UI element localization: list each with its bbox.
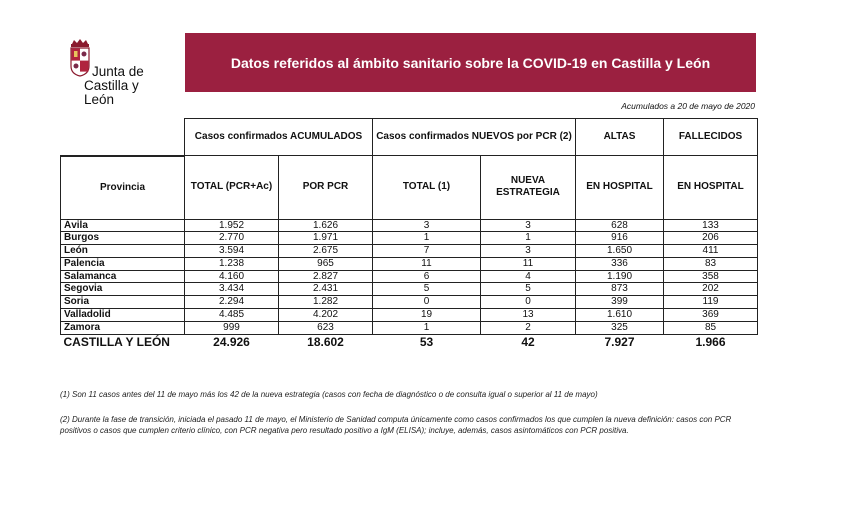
cell-provincia: Soria (61, 296, 185, 309)
cell-provincia: Ávila (61, 219, 185, 232)
cell-altas: 399 (576, 296, 664, 309)
cell-total-1: 3 (373, 219, 481, 232)
header-total-pcr-ac: TOTAL (PCR+Ac) (185, 156, 279, 220)
junta-logo (60, 38, 170, 107)
cell-total-1: 1 (373, 232, 481, 245)
cell-provincia: Burgos (61, 232, 185, 245)
cell-nueva: 4 (481, 270, 576, 283)
header-provincia: Provincia (61, 156, 185, 220)
cell-altas: 336 (576, 257, 664, 270)
cell-altas: 1.610 (576, 309, 664, 322)
cell-fallecidos: 119 (664, 296, 758, 309)
header-en-hospital-fallecidos: EN HOSPITAL (664, 156, 758, 220)
logo-line-1: Junta de (92, 64, 144, 79)
cell-provincia: Zamora (61, 321, 185, 334)
table-row (61, 270, 758, 283)
table-row (61, 245, 758, 258)
cell-fallecidos: 206 (664, 232, 758, 245)
cell-total-1: 7 (373, 245, 481, 258)
page-title: Datos referidos al ámbito sanitario sobre la COVID-19 en Castilla y León (230, 54, 711, 71)
cell-nueva: 11 (481, 257, 576, 270)
cell-fallecidos: 133 (664, 219, 758, 232)
total-provincia: CASTILLA Y LEÓN (63, 334, 170, 349)
cell-nueva: 1 (481, 232, 576, 245)
cell-altas: 1.190 (576, 270, 664, 283)
cell-nueva: 5 (481, 283, 576, 296)
cell-total-1: 19 (373, 309, 481, 322)
cell-por-pcr: 4.202 (279, 309, 373, 322)
cell-provincia: León (61, 245, 185, 258)
header-total-1: TOTAL (1) (373, 156, 481, 220)
cell-provincia: Segovia (61, 283, 185, 296)
title-banner (185, 33, 756, 92)
total-nueva: 42 (521, 334, 535, 349)
table-row (61, 232, 758, 245)
group-acumulados: Casos confirmados ACUMULADOS (185, 119, 373, 156)
cell-nueva: 0 (481, 296, 576, 309)
total-row (61, 334, 758, 351)
empty-corner (61, 119, 185, 156)
table-row (61, 309, 758, 322)
footnote-1: (1) Son 11 casos antes del 11 de mayo más los 42 de la nueva estrategia (casos con fecha de diagnóstico o de consulta igual o superior al 11 de mayo) (60, 390, 598, 399)
cell-total-1: 11 (373, 257, 481, 270)
cell-nueva: 3 (481, 219, 576, 232)
cell-por-pcr: 1.626 (279, 219, 373, 232)
date-subtitle: Acumulados a 20 de mayo de 2020 (621, 101, 755, 111)
cell-altas: 325 (576, 321, 664, 334)
cell-total-1: 5 (373, 283, 481, 296)
header-nueva-estrategia (481, 156, 576, 220)
cell-total-pcr-ac: 3.434 (185, 283, 279, 296)
cell-fallecidos: 358 (664, 270, 758, 283)
total-fallecidos: 1.966 (695, 334, 726, 349)
group-altas: ALTAS (576, 119, 664, 156)
cell-total-pcr-ac: 1.952 (185, 219, 279, 232)
cell-total-pcr-ac: 999 (185, 321, 279, 334)
cell-altas: 916 (576, 232, 664, 245)
cell-fallecidos: 83 (664, 257, 758, 270)
table-row (61, 283, 758, 296)
cell-altas: 628 (576, 219, 664, 232)
cell-total-1: 6 (373, 270, 481, 283)
logo-line-2: Castilla y León (84, 78, 139, 107)
cell-provincia: Valladolid (61, 309, 185, 322)
table-row (61, 219, 758, 232)
cell-fallecidos: 85 (664, 321, 758, 334)
cell-fallecidos: 202 (664, 283, 758, 296)
table-row (61, 257, 758, 270)
cell-por-pcr: 2.827 (279, 270, 373, 283)
cell-por-pcr: 1.282 (279, 296, 373, 309)
cell-altas: 873 (576, 283, 664, 296)
cell-total-pcr-ac: 4.160 (185, 270, 279, 283)
total-total-pcr-ac: 24.926 (213, 334, 250, 349)
cell-provincia: Palencia (61, 257, 185, 270)
total-total-1: 53 (419, 334, 434, 349)
group-nuevos: Casos confirmados NUEVOS por PCR (2) (373, 119, 576, 156)
covid-data-table (60, 118, 758, 351)
cell-fallecidos: 369 (664, 309, 758, 322)
cell-total-pcr-ac: 4.485 (185, 309, 279, 322)
cell-total-pcr-ac: 2.770 (185, 232, 279, 245)
cell-nueva: 13 (481, 309, 576, 322)
cell-altas: 1.650 (576, 245, 664, 258)
cell-por-pcr: 2.431 (279, 283, 373, 296)
cell-total-pcr-ac: 3.594 (185, 245, 279, 258)
cell-total-pcr-ac: 2.294 (185, 296, 279, 309)
total-por-pcr: 18.602 (307, 334, 344, 349)
cell-total-1: 1 (373, 321, 481, 334)
footnote-2: (2) Durante la fase de transición, iniciada el pasado 11 de mayo, el Ministerio de Sanidad computa únicamente como casos confirmados los que cumplen la nueva definición: casos con PCR positivos o casos que cumplen criterio clínico, con PCR negativa pero resultado positivo a IgM (ELISA); incluye, además, casos asintomáticos con PCR positiva. (60, 415, 732, 435)
cell-por-pcr: 1.971 (279, 232, 373, 245)
cell-total-1: 0 (373, 296, 481, 309)
cell-nueva: 2 (481, 321, 576, 334)
cell-por-pcr: 965 (279, 257, 373, 270)
group-header-row (61, 119, 758, 156)
group-fallecidos: FALLECIDOS (664, 119, 758, 156)
cell-por-pcr: 2.675 (279, 245, 373, 258)
column-header-row (61, 156, 758, 220)
cell-fallecidos: 411 (664, 245, 758, 258)
header-nueva-l2: ESTRATEGIA (496, 187, 560, 199)
table-row (61, 296, 758, 309)
cell-por-pcr: 623 (279, 321, 373, 334)
table-row (61, 321, 758, 334)
cell-nueva: 3 (481, 245, 576, 258)
header-por-pcr: POR PCR (279, 156, 373, 220)
cell-provincia: Salamanca (61, 270, 185, 283)
total-altas: 7.927 (604, 334, 635, 349)
cell-total-pcr-ac: 1.238 (185, 257, 279, 270)
header-nueva-l1: NUEVA (510, 175, 546, 187)
header-en-hospital-altas: EN HOSPITAL (576, 156, 664, 220)
